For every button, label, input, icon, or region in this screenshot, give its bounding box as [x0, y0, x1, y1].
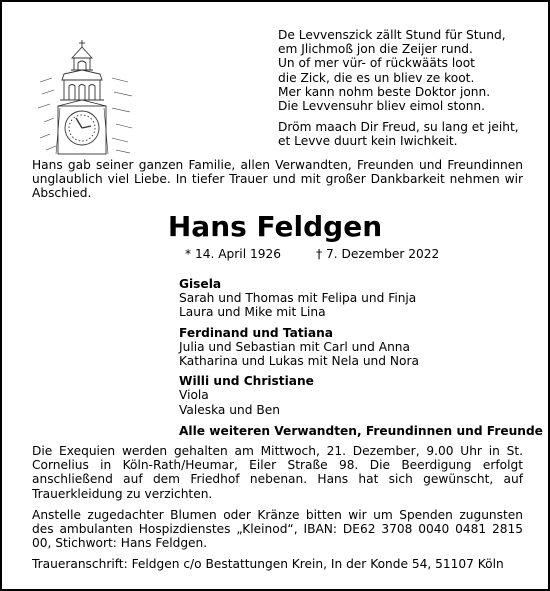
mourning-address: Traueranschrift: Feldgen c/o Bestattungen Krein, In der Konde 54, 51107 Köln [32, 557, 504, 572]
family-member: Valeska und Ben [179, 402, 280, 417]
poem-line: em Jlichmoß jon die Zeijer rund. [278, 42, 473, 57]
clock-tower-icon [36, 38, 136, 156]
service-info [32, 444, 523, 579]
family-member: Sarah und Thomas mit Felipa und Finja [179, 291, 417, 306]
family-member: Viola [179, 388, 209, 403]
exequien-text: Die Exequien werden gehalten am Mittwoch, 21. Dezember, 9.00 Uhr in St. Cornelius in Köln-Rath/Heumar, Eiler Straße 98. Die Beerdigung erfolgt anschließend auf dem Friedhof nebenan. Hans hat sich gewünscht, auf Trauerkleidung zu verzichten. [32, 444, 523, 501]
death-date: † 7. Dezember 2022 [316, 247, 440, 261]
poem-line: Mer kann nohm beste Doktor jonn. [278, 84, 491, 99]
family-group-head: Willi und Christiane [179, 374, 314, 389]
poem-line: Un of mer vür- of rückwääts loot [278, 56, 475, 71]
deceased-name: Hans Feldgen [167, 210, 383, 243]
family-member: Julia und Sebastian mit Carl und Anna [179, 339, 410, 354]
family-group-head: Ferdinand und Tatiana [179, 325, 333, 340]
poem-line: De Levvenszick zällt Stund für Stund, [278, 28, 506, 42]
poem-line: die Zick, die es un bliev ze koot. [278, 70, 475, 85]
birth-date: * 14. April 1926 [185, 247, 281, 261]
family-closing: Alle weiteren Verwandten, Freundinnen und Freunde [179, 423, 543, 438]
donation-text: Anstelle zugedachter Blumen oder Kränze bitten wir um Spenden zugunsten des ambulanten Hospizdienstes „Kleinod“, IBAN: DE62 3708 0040 0481 2815 00, Stichwort: Hans Feldgen. [32, 507, 523, 551]
poem-line: Die Levvensuhr bliev eimol stonn. [278, 99, 486, 114]
poem [278, 28, 540, 149]
family-list [179, 277, 543, 438]
family-group-head: Gisela [179, 277, 222, 291]
family-member: Laura und Mike mit Lina [179, 305, 326, 320]
poem-closing-line: Dröm maach Dir Freud, su lang et jeiht, [278, 120, 519, 135]
poem-closing-line: et Levve duurt kein Iwichkeit. [278, 134, 458, 149]
family-member: Katharina und Lukas mit Nela und Nora [179, 354, 419, 369]
intro-text: Hans gab seiner ganzen Familie, allen Verwandten, Freunden und Freundinnen unglaublich viel Liebe. In tiefer Trauer und mit großer Dankbarkeit nehmen wir Abschied. [32, 158, 523, 201]
